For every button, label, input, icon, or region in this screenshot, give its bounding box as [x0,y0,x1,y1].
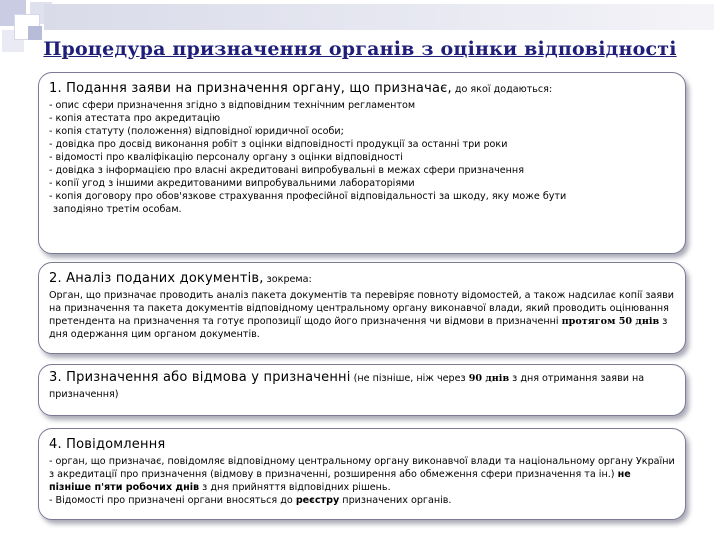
list-item-continuation: заподіяно третім особам. [53,204,182,215]
step-4-heading [49,433,675,453]
step-3-title: 3. Призначення або відмова у призначенні [49,370,351,385]
step-2-text-part: Орган, що призначає проводить аналіз пакета документів та перевіряє повноту відомостей, а також надсилає копії заяви на призначення та пакета документів відповідному центральному органу виконавчої влади, який проводить оцінювання претендента на призначення та готує пропозиції щодо його призначення чи відмови в призначенні [49,290,674,327]
top-bar [44,4,714,30]
step-4-text-part: призначених органів. [339,495,452,506]
step-2-subtitle: зокрема: [263,274,312,285]
step-3-deadline: 90 днів [468,373,510,384]
step-4-box [38,428,686,520]
step-4-register: реєстру [295,495,340,506]
step-1-title: 1. Подання заяви на призначення органу, що призначає, [49,81,452,96]
list-item: - копія атестата про акредитацію [49,113,221,124]
step-3-box [38,364,686,416]
list-item: - копії угод з іншими акредитованими випробувальними лабораторіями [49,178,415,189]
list-item: - довідка з інформацією про власні акредитовані випробувальні в межах сфери призначення [49,165,524,176]
list-item: - відомості про кваліфікацію персоналу органу з оцінки відповідності [49,152,403,163]
step-4-text-part: - орган, що призначає, повідомляє відповідному центральному органу виконавчої влади та національному органу України з акредитації про призначення (відмову в призначенні, розширення або обмеження сфери призначення та ін.) [49,456,675,480]
step-2-deadline: протягом 50 днів [561,316,660,327]
step-4-text-2 [49,494,675,507]
list-item: - копія статуту (положення) відповідної юридичної особи; [49,126,344,137]
step-2-text [49,289,675,341]
step-4-deadline: не пізніше п'яти робочих днів [49,469,631,493]
step-3-text-part: (не пізніше, ніж через [350,373,469,384]
step-1-box [38,72,686,254]
step-4-text-part: з дня прийняття відповідних рішень. [199,482,391,493]
page-title: Процедура призначення органів з оцінки відповідності [43,38,677,60]
step-3-text-part: з дня отримання заяви на призначення) [49,373,645,400]
step-1-heading [49,77,675,97]
list-item: - копія договору про обов'язкове страхування професійної відповідальності за шкоду, яку може бути [49,191,567,202]
list-item: - опис сфери призначення згідно з відповідним технічним регламентом [49,100,416,111]
step-2-heading [49,267,675,287]
step-2-text-part: з дня одержання цим органом документів. [49,316,668,340]
step-2-title: 2. Аналіз поданих документів, [49,271,264,286]
step-4-title: 4. Повідомлення [49,437,166,452]
step-4-text [49,455,675,494]
list-item: - довідка про досвід виконання робіт з оцінки відповідності продукції за останні три роки [49,139,508,150]
step-2-box [38,262,686,354]
step-4-text-part: - Відомості про призначені органи вносяться до [49,495,296,506]
step-1-subtitle: до якої додаються: [451,84,553,95]
step-3-text [49,369,675,403]
